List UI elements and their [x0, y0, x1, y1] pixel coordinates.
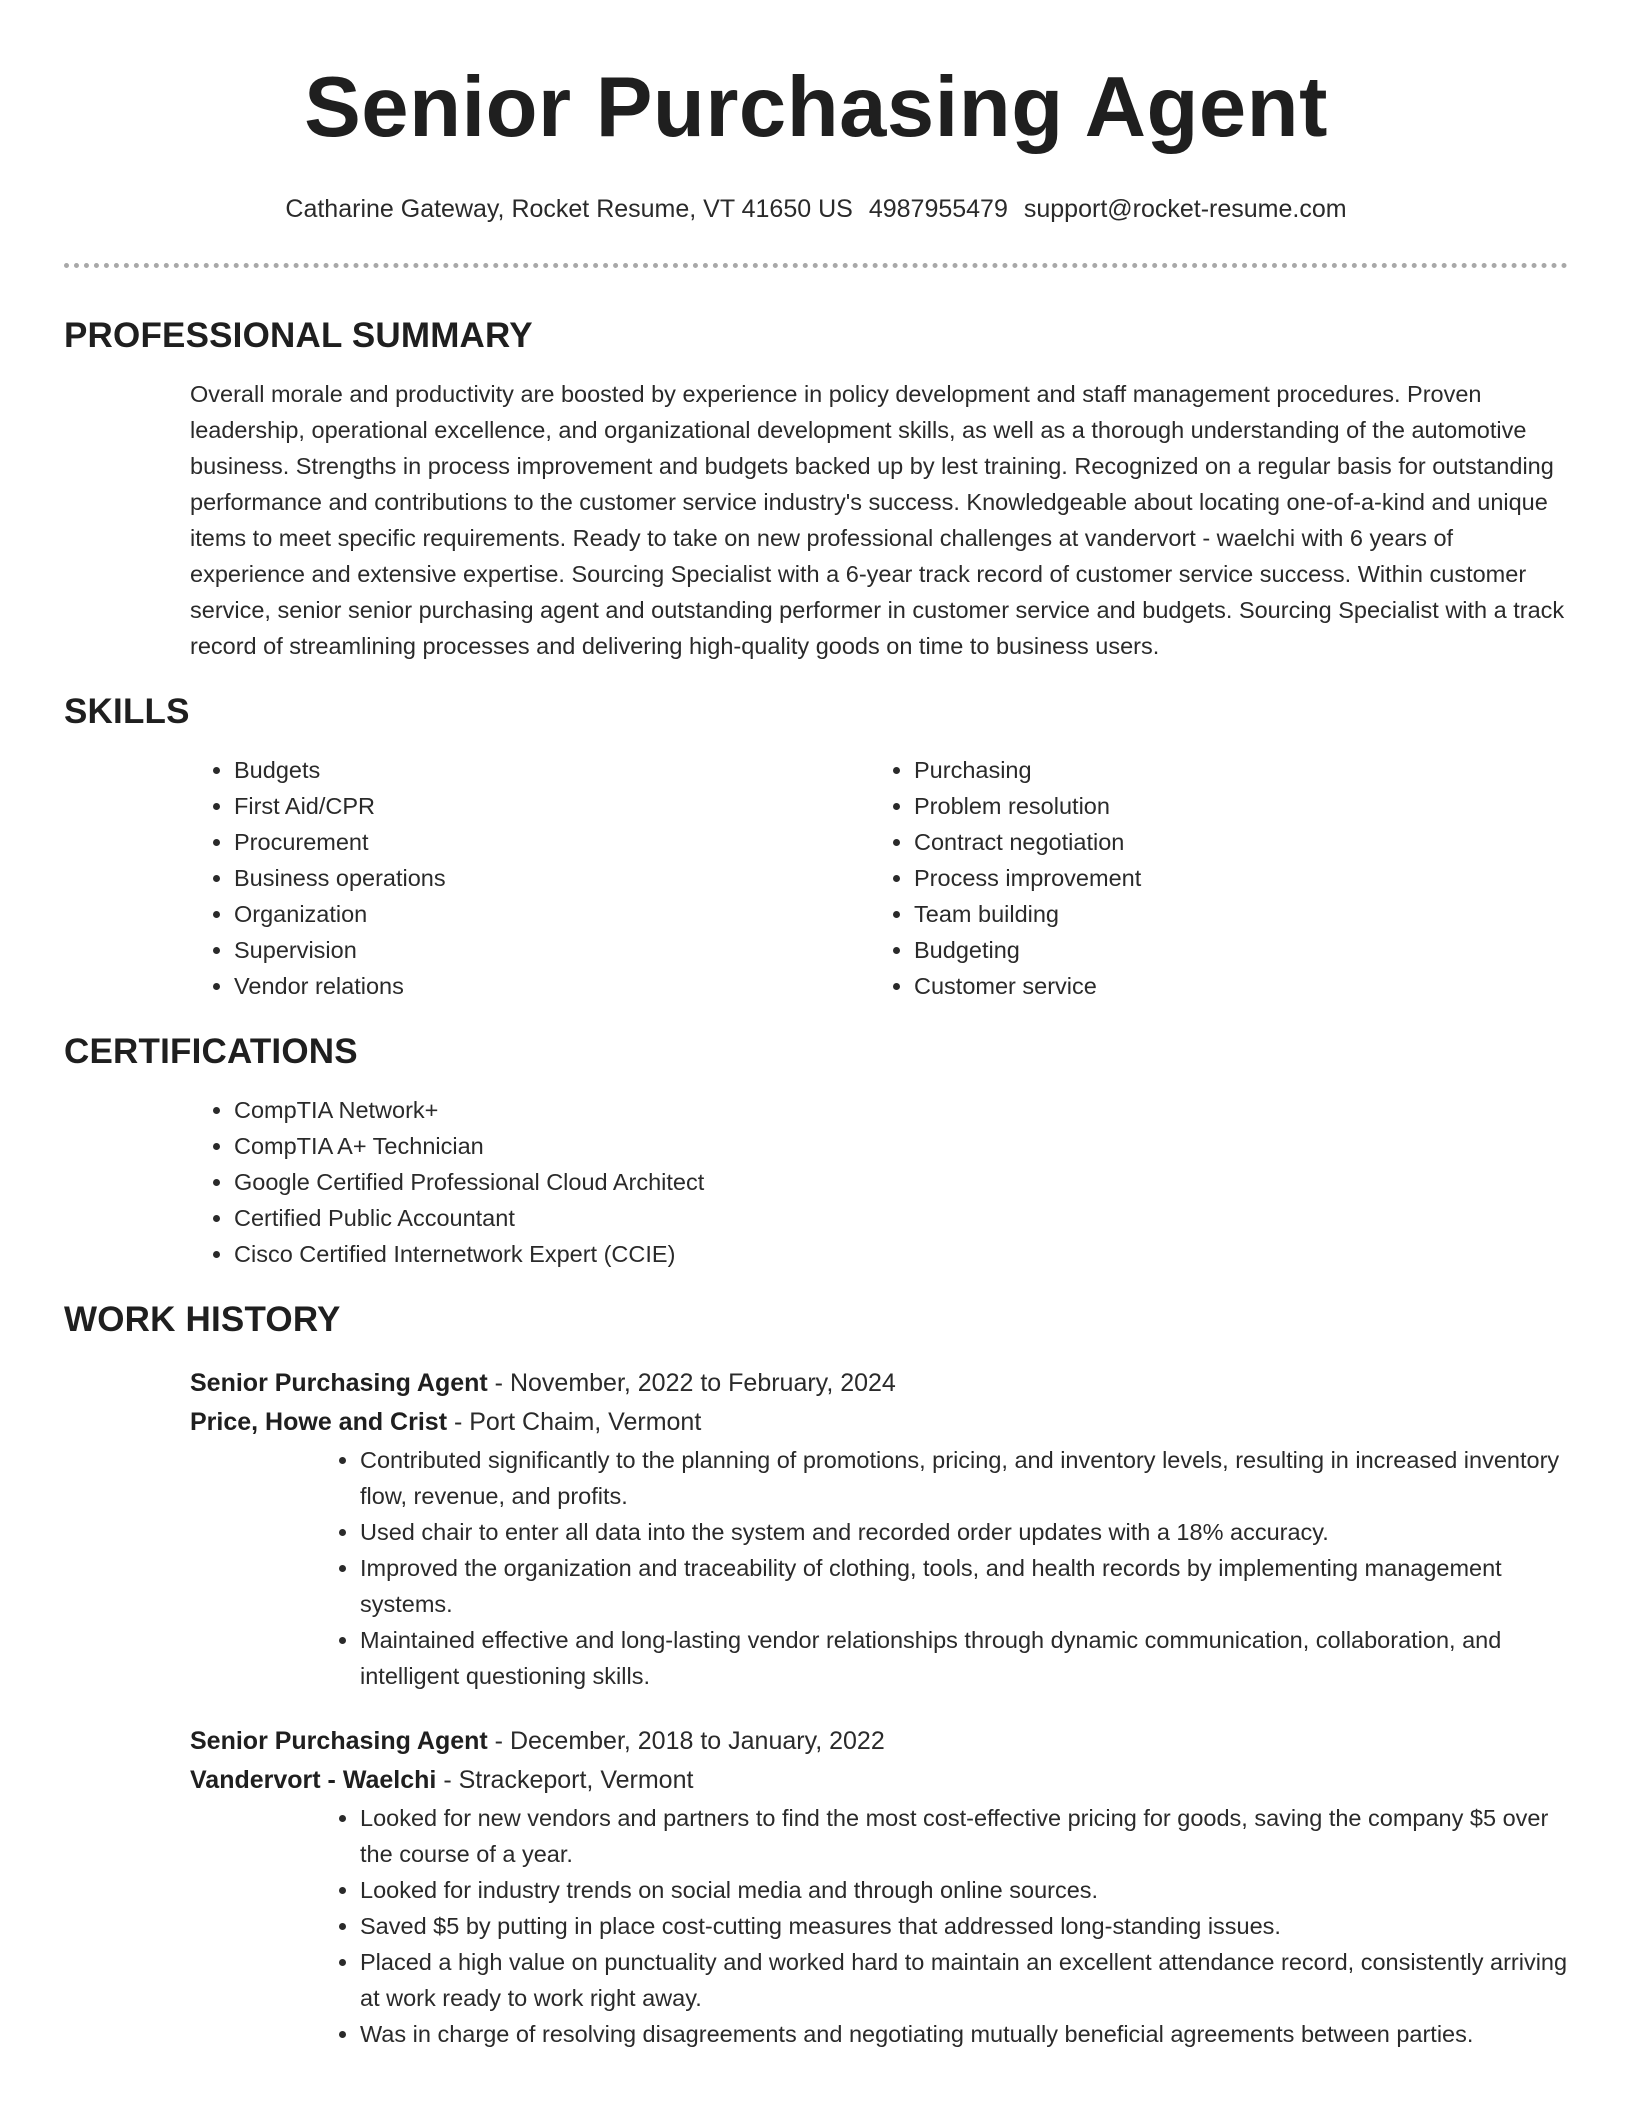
- skill-item: • Budgets: [234, 752, 870, 788]
- skill-item: • Purchasing: [914, 752, 1550, 788]
- skill-item: • Customer service: [914, 968, 1550, 1004]
- job-role: Senior Purchasing Agent: [190, 1727, 488, 1755]
- skill-item: • Vendor relations: [234, 968, 870, 1004]
- job-role: Senior Purchasing Agent: [190, 1369, 488, 1397]
- job-bullet: • Maintained effective and long-lasting vendor relationships through dynamic communication, collaboration, and intelligent questioning skills.: [360, 1622, 1568, 1694]
- job-entry: [190, 1364, 1568, 1694]
- job-dates: - December, 2018 to January, 2022: [487, 1727, 885, 1755]
- summary-text: Overall morale and productivity are boosted by experience in policy development and staff management procedures. Proven leadership, operational excellence, and organizational development skills, as well as a thorough understanding of the automotive business. Strengths in process improvement and budgets backed up by lest training. Recognized on a regular basis for outstanding performance and contributions to the customer service industry's success. Knowledgeable about locating one-of-a-kind and unique items to meet specific requirements. Ready to take on new professional challenges at vandervort - waelchi with 6 years of experience and extensive expertise. Sourcing Specialist with a 6-year track record of customer service success. Within customer service, senior senior purchasing agent and outstanding performer in customer service and budgets. Sourcing Specialist with a track record of streamlining processes and delivering high-quality goods on time to business users.: [190, 381, 1565, 659]
- skills-heading: SKILLS: [64, 692, 190, 731]
- certifications-block: [190, 1092, 1568, 1272]
- contact-email: support@rocket-resume.com: [1023, 195, 1347, 223]
- job-title-line: [190, 1364, 1568, 1403]
- skill-item: • First Aid/CPR: [234, 788, 870, 824]
- contact-address: Catharine Gateway, Rocket Resume, VT 41650 US: [285, 195, 853, 223]
- job-bullet: • Placed a high value on punctuality and worked hard to maintain an excellent attendance record, consistently arriving at work ready to work right away.: [360, 1944, 1568, 2016]
- job-bullet: • Contributed significantly to the planning of promotions, pricing, and inventory levels, resulting in increased inventory flow, revenue, and profits.: [360, 1442, 1568, 1514]
- job-title-line: [190, 1722, 1568, 1761]
- skills-column-right: [870, 752, 1550, 1004]
- certification-item: • Google Certified Professional Cloud Architect: [234, 1164, 1568, 1200]
- job-bullet: • Looked for industry trends on social media and through online sources.: [360, 1872, 1568, 1908]
- job-bullet-list: [190, 1800, 1568, 2052]
- job-bullet: • Used chair to enter all data into the system and recorded order updates with a 18% accuracy.: [360, 1514, 1568, 1550]
- skills-grid: [190, 752, 1568, 1004]
- job-dates: - November, 2022 to February, 2024: [487, 1369, 896, 1397]
- contact-phone: 4987955479: [868, 195, 1008, 223]
- certifications-list: [190, 1092, 1568, 1272]
- job-bullet: • Was in charge of resolving disagreements and negotiating mutually beneficial agreements between parties.: [360, 2016, 1568, 2052]
- certifications-heading: CERTIFICATIONS: [64, 1032, 358, 1071]
- job-company: Vandervort - Waelchi: [190, 1766, 437, 1794]
- skill-item: • Contract negotiation: [914, 824, 1550, 860]
- skill-item: • Organization: [234, 896, 870, 932]
- job-bullet: • Improved the organization and traceability of clothing, tools, and health records by implementing management systems.: [360, 1550, 1568, 1622]
- job-company-line: [190, 1761, 1568, 1800]
- skill-item: • Procurement: [234, 824, 870, 860]
- skill-item: • Business operations: [234, 860, 870, 896]
- resume-name: Senior Purchasing Agent: [304, 60, 1328, 155]
- job-location: - Strackeport, Vermont: [436, 1766, 694, 1794]
- certification-item: • Certified Public Accountant: [234, 1200, 1568, 1236]
- job-company: Price, Howe and Crist: [190, 1408, 448, 1436]
- job-bullet: • Looked for new vendors and partners to find the most cost-effective pricing for goods, saving the company $5 over the course of a year.: [360, 1800, 1568, 1872]
- skill-item: • Budgeting: [914, 932, 1550, 968]
- skills-list-left: [190, 752, 870, 1004]
- job-bullet-list: [190, 1442, 1568, 1694]
- certification-item: • Cisco Certified Internetwork Expert (CCIE): [234, 1236, 1568, 1272]
- skill-item: • Supervision: [234, 932, 870, 968]
- work-history-heading: WORK HISTORY: [64, 1300, 341, 1339]
- job-bullet: • Saved $5 by putting in place cost-cutting measures that addressed long-standing issues.: [360, 1908, 1568, 1944]
- skill-item: • Process improvement: [914, 860, 1550, 896]
- skill-item: • Team building: [914, 896, 1550, 932]
- contact-line: [64, 194, 1568, 224]
- skills-column-left: [190, 752, 870, 1004]
- skill-item: • Problem resolution: [914, 788, 1550, 824]
- job-company-line: [190, 1403, 1568, 1442]
- certification-item: • CompTIA Network+: [234, 1092, 1568, 1128]
- certification-item: • CompTIA A+ Technician: [234, 1128, 1568, 1164]
- header-divider: [64, 263, 1568, 268]
- job-location: - Port Chaim, Vermont: [447, 1408, 702, 1436]
- summary-heading: PROFESSIONAL SUMMARY: [64, 316, 533, 355]
- skills-list-right: [870, 752, 1550, 1004]
- job-entry: [190, 1722, 1568, 2052]
